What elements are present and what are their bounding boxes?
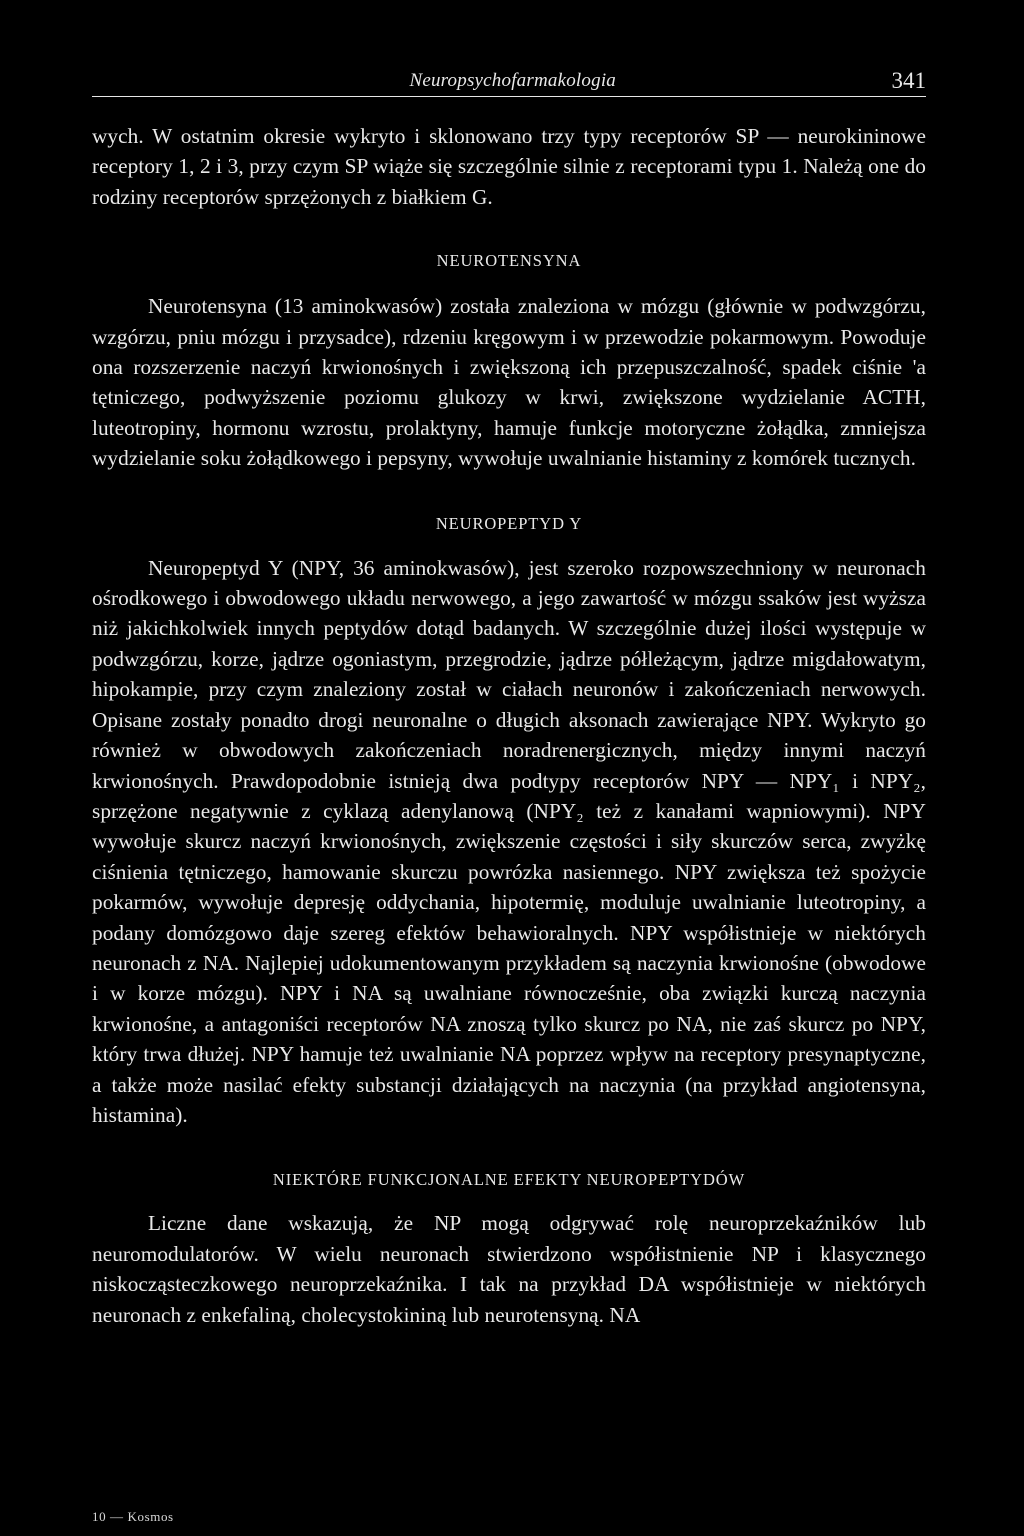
- paragraph-neuropeptyd-y: Neuropeptyd Y (NPY, 36 aminokwasów), jest szeroko rozpowszechniony w neuronach ośrodkowego i obwodowego układu nerwowego, a jego zawartość w mózgu ssaków jest wyższa niż jakichkolwiek innych peptydów dotąd badanych. W szczególnie dużej ilości występuje w podwzgórzu, korze, jądrze ogoniastym, przegrodzie, jądrze półleżącym, jądrze migdałowatym, hipokampie, przy czym znaleziony został w ciałach neuronów i zakończeniach nerwowych. Opisane zostały ponadto drogi neuronalne o długich aksonach zawierające NPY. Wykryto go również w obwodowych zakończeniach noradrenergicznych, między innymi naczyń krwionośnych. Prawdopodobnie istnieją dwa podtypy receptorów NPY — NPY₁ i NPY₂, sprzężone negatywnie z cyklazą adenylanową (NPY₂ też z kanałami wapniowymi). NPY wywołuje skurcz naczyń krwionośnych, zwiększenie częstości i siły skurczów serca, zwyżkę ciśnienia tętniczego, hamowanie skurczu powrózka nasiennego. NPY zwiększa też spożycie pokarmów, wywołuje depresję oddychania, hipotermię, moduluje uwalnianie luteotropiny, a podany domózgowo daje szereg efektów behawioralnych. NPY współistnieje w niektórych neuronach z NA. Najlepiej udokumentowanym przykładem są naczynia krwionośne (obwodowe i w korze mózgu). NPY i NA są uwalniane równocześnie, oba związki kurczą naczynia krwionośne, a antagoniści receptorów NA znoszą tylko skurcz po NA, nie zaś skurcz po NPY, który trwa dłużej. NPY hamuje też uwalnianie NA poprzez wpływ na receptory presynaptyczne, a także może nasilać efekty substancji działających na naczynia (na przykład angiotensyna, histamina).: [92, 555, 926, 1127]
- paragraph-neurotensyna: Neurotensyna (13 aminokwasów) została znaleziona w mózgu (głównie w podwzgórzu, wzgórzu, pniu mózgu i przysadce), rdzeniu kręgowym i w przewodzie pokarmowym. Powoduje ona rozszerzenie naczyń krwionośnych i zwiększoną ich przepuszczalność, spadek ciśnie 'a tętniczego, podwyższenie poziomu glukozy w krwi, zwiększone wydzielanie ACTH, luteotropiny, hormonu wzrostu, prolaktyny, hamuje funkcje motoryczne żołądka, zmniejsza wydzielanie soku żołądkowego i pepsyny, wywołuje uwalnianie histaminy z komórek tucznych.: [92, 294, 926, 471]
- document-page: [92, 64, 926, 1330]
- section-heading-neurotensyna: NEUROTENSYNA: [436, 251, 582, 271]
- page-number: 341: [891, 68, 926, 93]
- running-header: [92, 64, 926, 97]
- running-title: Neuropsychofarmakologia: [409, 70, 616, 91]
- printer-signature: 10 — Kosmos: [92, 1509, 174, 1524]
- intro-paragraph: wych. W ostatnim okresie wykryto i sklonowano trzy typy receptorów SP — neurokininowe receptory 1, 2 i 3, przy czym SP wiąże się szczególnie silnie z receptorami typu 1. Należą one do rodziny receptorów sprzężonych z białkiem G.: [92, 124, 926, 209]
- section-heading-functional-effects: NIEKTÓRE FUNKCJONALNE EFEKTY NEUROPEPTYDÓW: [272, 1170, 746, 1190]
- section-heading-neuropeptyd-y: NEUROPEPTYD Y: [435, 513, 583, 533]
- paragraph-functional-effects: Liczne dane wskazują, że NP mogą odgrywać rolę neuroprzekaźników lub neuromodulatorów. W wielu neuronach stwierdzono współistnienie NP i klasycznego niskocząsteczkowego neuroprzekaźnika. I tak na przykład DA współistnieje w niektórych neuronach z enkefaliną, cholecystokininą lub neurotensyną. NA: [92, 1211, 926, 1327]
